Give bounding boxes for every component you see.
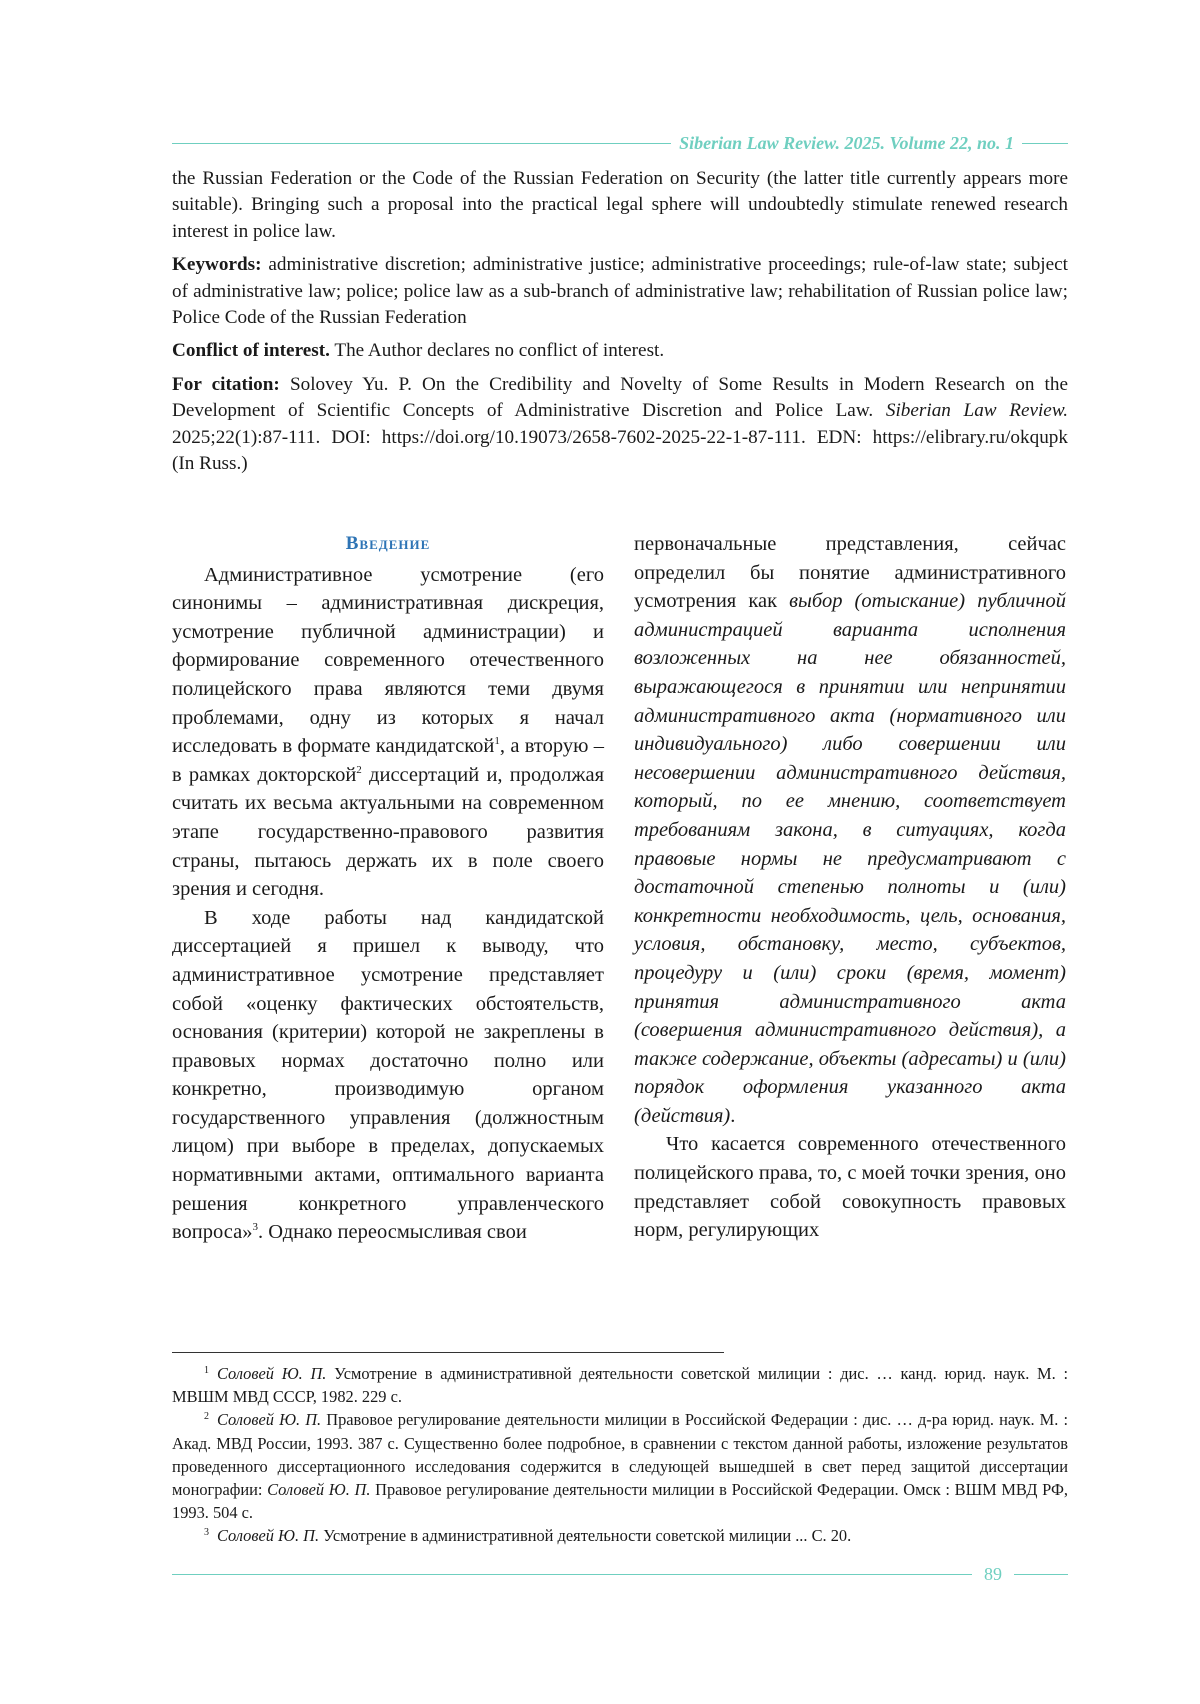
footnote-mark-3: 3 (204, 1526, 209, 1538)
p1-text-a: Административное усмотрение (его синонимы – административная дискреция, усмотрение публичной администрации) и формирование современного отечественного полицейского права являются теми двумя проблемами, одну из которых я начал исследовать в формате кандидатской (172, 563, 604, 758)
conflict-of-interest (172, 338, 1068, 364)
p1-text-b: , а вторую – в рамках докторской (172, 735, 604, 786)
paragraph-2 (172, 904, 604, 1247)
citation-label: For citation: (172, 373, 280, 395)
footnote-text: Усмотрение в административной деятельности советской милиции ... С. 20. (319, 1526, 852, 1546)
p1-text-c: диссертаций и, продолжая считать их весьма актуальными на современном этапе государственно-правового развития страны, пытаюсь держать их в поле своего зрения и сегодня. (172, 763, 604, 901)
p2-text-b: . Однако переосмысливая свои (257, 1221, 527, 1244)
citation-text: Solovey Yu. P. On the Credibility and Novelty of Some Results in Modern Research on the Development of Scientific Concepts of Administrative Discretion and Police Law. (172, 373, 1068, 422)
paragraph-4: Что касается современного отечественного полицейского права, то, с моей точки зрения, оно представляет собой совокупность правовых норм, регулирующих (634, 1133, 1066, 1242)
section-title: Введение (345, 533, 431, 554)
header-rule-left (172, 143, 671, 144)
body-column-right (634, 530, 1066, 1245)
footnote-mark-1: 1 (204, 1364, 209, 1376)
footnote-3 (172, 1524, 1068, 1547)
p2-text-a: В ходе работы над кандидатской диссертацией я пришел к выводу, что административное усмотрение представляет собой «оценку фактических обстоятельств, основания (критерии) которой не закреплены в правовых нормах достаточно полно или конкретно, производимую органом государственного управления (должностным лицом) при выборе в пределах, допускаемых нормативными актами, оптимального варианта решения конкретного управленческого вопроса» (172, 906, 604, 1244)
footnote-ref-3[interactable]: 3 (252, 1221, 258, 1234)
conflict-text: The Author declares no conflict of interest. (329, 340, 665, 362)
footnote-1 (172, 1362, 1068, 1408)
paragraph-1 (172, 561, 604, 904)
keywords-label: Keywords: (172, 254, 262, 276)
page-number: 89 (984, 1563, 1002, 1584)
footnote-author: Соловей Ю. П. (217, 1526, 320, 1546)
footnotes (172, 1362, 1068, 1548)
citation-journal: Siberian Law Review. (885, 400, 1068, 422)
conflict-label: Conflict of interest. (172, 340, 330, 362)
page-footer (172, 1563, 1068, 1585)
footer-rule-right (1014, 1574, 1068, 1575)
footnote-author-2: Соловей Ю. П. (267, 1480, 371, 1500)
paragraph-3 (634, 530, 1066, 1130)
footer-rule-left (172, 1574, 972, 1575)
footnote-text-2: Правовое регулирование деятельности милиции в Российской Федерации. Омск : ВШМ МВД РФ, 1993. 504 с. (172, 1480, 1068, 1523)
footnote-ref-2[interactable]: 2 (356, 763, 362, 776)
citation (172, 372, 1068, 478)
journal-title: Siberian Law Review. 2025. Volume 22, no. 1 (679, 132, 1014, 153)
footnote-separator (172, 1352, 724, 1353)
footnote-mark-2: 2 (204, 1410, 209, 1422)
p3-definition: выбор (отыскание) публичной администрацией варианта исполнения возложенных на нее обязанностей, выражающегося в принятии или непринятии административного акта (нормативного или индивидуального) либо совершении или несовершении административного действия, который, по ее мнению, соответствует требованиям закона, в ситуациях, когда правовые нормы не предусматривают с достаточной степенью полноты и (или) конкретности необходимость, цель, основания, условия, обстановку, место, субъектов, процедуру и (или) сроки (время, момент) принятия административного акта (совершения административного действия), а также содержание, объекты (адресаты) и (или) порядок оформления указанного акта (действия) (634, 590, 1066, 1127)
abstract-tail: the Russian Federation or the Code of the Russian Federation on Security (the latter title currently appears more suitable). Bringing such a proposal into the practical legal sphere will undoubtedly stimulate renewed research interest in police law. (172, 168, 1068, 242)
footnote-text: Правовое регулирование деятельности милиции в Российской Федерации : дис. … д-ра юрид. наук. М. : Акад. МВД России, 1993. 387 с. Существенно более подробное, в сравнении с текстом данной работы, изложение результатов проведенного диссертационного исследования содержится в следующей вышедшей в свет перед защитой диссертации монографии: (172, 1410, 1069, 1500)
keywords (172, 252, 1068, 331)
body-column-left (172, 530, 604, 1247)
footnote-text: Усмотрение в административной деятельности советской милиции : дис. … канд. юрид. наук. М. : МВШМ МВД СССР, 1982. 229 с. (172, 1364, 1068, 1407)
keywords-text: administrative discretion; administrative justice; administrative proceedings; rule-of-law state; subject of administrative law; police; police law as a sub-branch of administrative law; rehabilitation of Russian police law; Police Code of the Russian Federation (172, 254, 1068, 329)
citation-doi: 2025;22(1):87-111. DOI: https://doi.org/10.19073/2658-7602-2025-22-1-87-111. EDN: https://elibrary.ru/okqupk (In Russ.) (172, 426, 1068, 475)
p3-text: первоначальные представления, сейчас определил бы понятие административного усмотрения как (634, 533, 1066, 613)
abstract-block (172, 166, 1068, 484)
running-head (172, 132, 1068, 154)
footnote-ref-1[interactable]: 1 (494, 735, 500, 748)
footnote-author: Соловей Ю. П. (217, 1410, 322, 1430)
footnote-2 (172, 1408, 1068, 1524)
p3-end: . (730, 1104, 736, 1127)
header-rule-right (1022, 143, 1068, 144)
footnote-author: Соловей Ю. П. (217, 1364, 327, 1383)
